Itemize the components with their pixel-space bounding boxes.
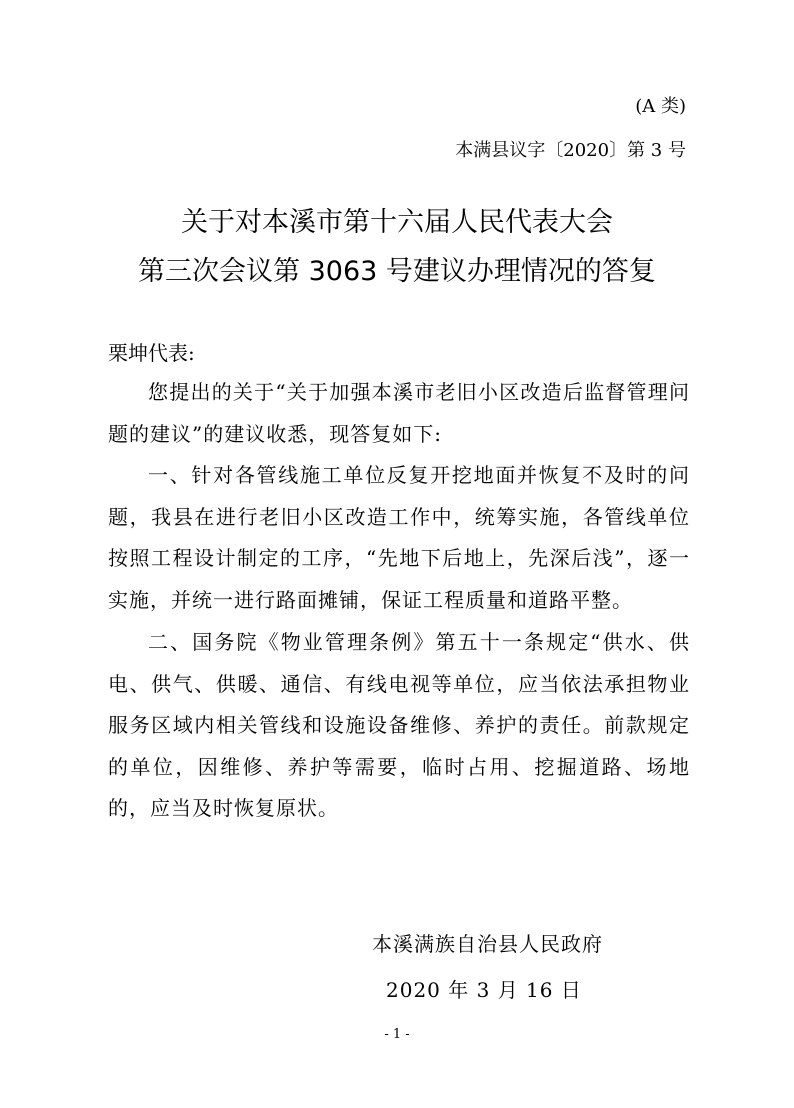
body-paragraph-2: 一、针对各管线施工单位反复开挖地面并恢复不及时的问题，我县在进行老旧小区改造工作中，统筹实施，各管线单位按照工程设计制定的工序，“先地下后地上，先深后浅”，逐一实施，并统一进行路面摊铺，保证工程质量和道路平整。 [108, 463, 690, 612]
body-paragraph-1: 您提出的关于“关于加强本溪市老旧小区改造后监督管理问题的建议”的建议收悉，现答复如下: [108, 380, 690, 446]
body-paragraph-3: 二、国务院《物业管理条例》第五十一条规定“供水、供电、供气、供暖、通信、有线电视等单位，应当依法承担物业服务区域内相关管线和设施设备维修、养护的责任。前款规定的单位，因维修、养护等需要，临时占用、挖掘道路、场地的，应当及时恢复原状。 [108, 630, 690, 821]
classification-label: (A 类) [635, 96, 686, 117]
document-number: 本满县议字〔2020〕第 3 号 [455, 140, 686, 161]
page-number: - 1 - [384, 1027, 410, 1042]
addressee: 栗坤代表: [108, 341, 195, 365]
document-title-line-1: 关于对本溪市第十六届人民代表大会 [181, 207, 613, 238]
signature-date: 2020 年 3 月 16 日 [386, 978, 582, 1002]
document-title-line-2: 第三次会议第 3063 号建议办理情况的答复 [138, 256, 656, 287]
signature-organization: 本溪满族自治县人民政府 [372, 932, 603, 956]
